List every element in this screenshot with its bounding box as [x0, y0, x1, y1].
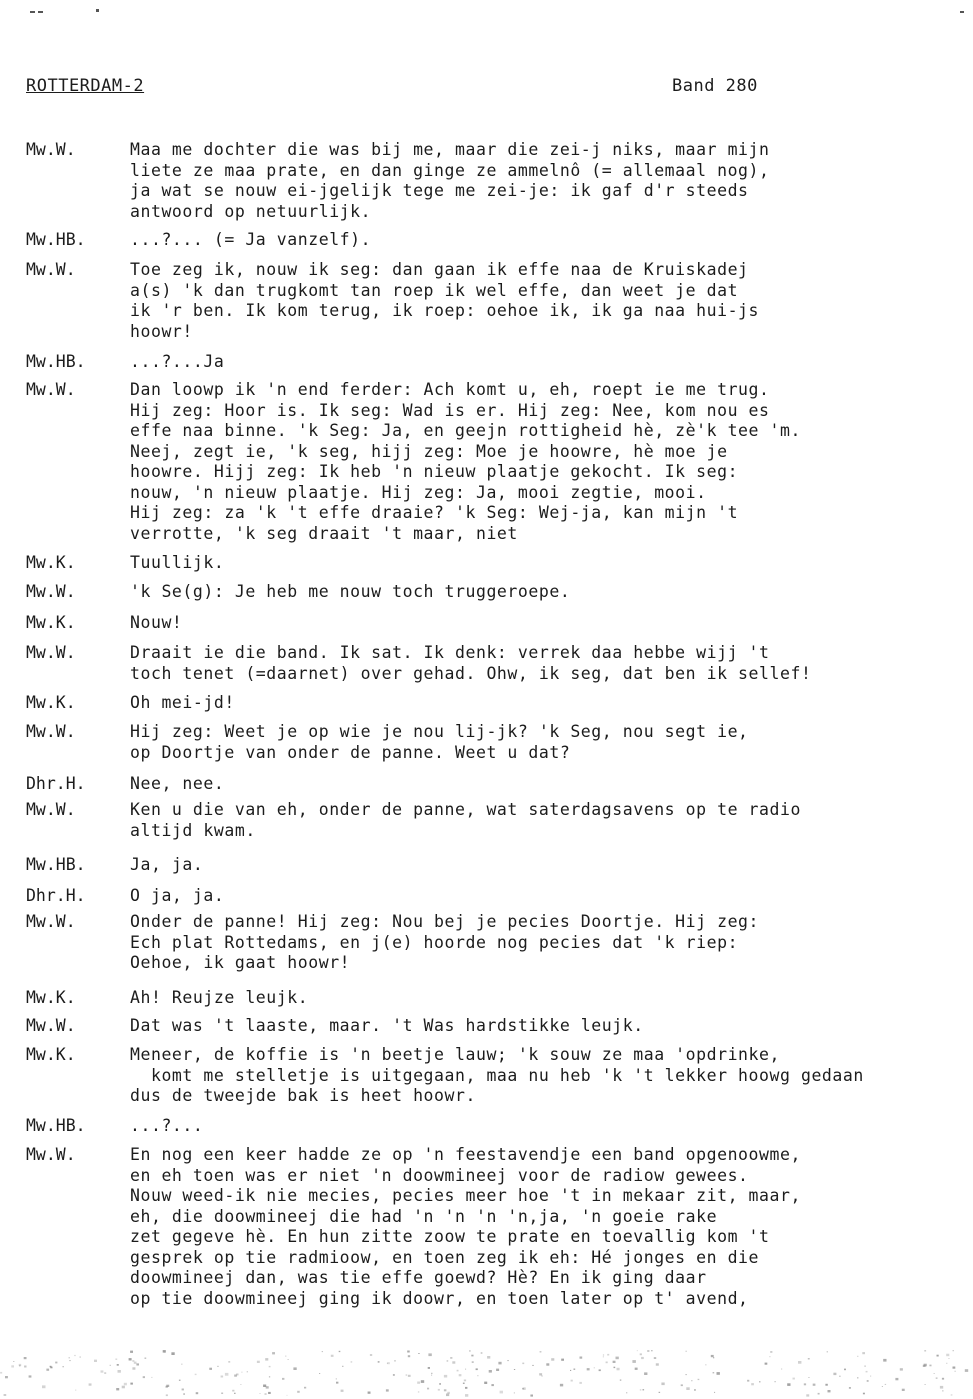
speaker-label: Mw.K.: [26, 553, 76, 572]
utterance-text: 'k Se(g): Je heb me nouw toch truggeroepe.: [130, 582, 571, 601]
utterance-text: ...?...: [130, 1116, 204, 1135]
utterance-text: ...?... (= Ja vanzelf).: [130, 230, 372, 249]
speaker-label: Dhr.H.: [26, 886, 86, 905]
utterance-text: Oh mei-jd!: [130, 693, 235, 712]
speaker-label: Mw.W.: [26, 380, 76, 399]
utterance-text: Tuullijk.: [130, 553, 225, 572]
speaker-label: Mw.K.: [26, 613, 76, 632]
utterance-text: Nee, nee.: [130, 774, 225, 793]
header-tape-number: Band 280: [672, 76, 758, 96]
speaker-label: Mw.W.: [26, 1145, 76, 1164]
speaker-label: Mw.W.: [26, 722, 76, 741]
utterance-text: Dat was 't laaste, maar. 't Was hardstikke leujk.: [130, 1016, 644, 1035]
scan-noise: [0, 1310, 973, 1399]
speaker-label: Mw.W.: [26, 1016, 76, 1035]
utterance-text: Dan loowp ik 'n end ferder: Ach komt u, eh, roept ie me trug. Hij zeg: Hoor is. Ik seg: Wad is er. Hij zeg: Nee, kom nou es effe naa binne. 'k Seg: Ja, en geejn rottigheid hè, zè'k tee 'm. Neej, zegt ie, 'k seg, hijj zeg: Moe je hoowre, hè moe je hoowre. Hijj zeg: Ik heb 'n nieuw plaatje gekocht. Ik seg: nouw, 'n nieuw plaatje. Hij zeg: Ja, mooi zegtie, mooi. Hij zeg: za 'k 't effe draaie? 'k Seg: Wej-ja, kan mijn 't verrotte, 'k seg draait 't maar, niet: [130, 380, 801, 543]
utterance-text: Nouw!: [130, 613, 183, 632]
speaker-label: Mw.W.: [26, 912, 76, 931]
utterance-text: Ah! Reujze leujk.: [130, 988, 309, 1007]
utterance-text: En nog een keer hadde ze op 'n feestavendje een band opgenoowme, en eh toen was er niet 'n doowmineej voor de radiow gewees. Nouw weed-ik nie mecies, pecies meer hoe 't in mekaar zit, maar, eh, die doowmineej die had 'n 'n 'n 'n,ja, 'n goeie rake zet gegeve hè. En hun zitte zoow te prate en toevallig kom 't gesprek op tie radmioow, en toen zeg ik eh: Hé jonges en die doowmineej dan, was tie effe goewd? Hè? En ik ging daar op tie doowmineej ging ik doowr, en toen later op t' avend,: [130, 1145, 801, 1308]
utterance-text: Onder de panne! Hij zeg: Nou bej je pecies Doortje. Hij zeg: Ech plat Rottedams, en j(e) hoorde nog pecies dat 'k riep: Oehoe, ik gaat hoowr!: [130, 912, 760, 972]
speaker-label: Mw.HB.: [26, 855, 86, 874]
speaker-label: Mw.HB.: [26, 352, 86, 371]
speaker-label: Mw.W.: [26, 140, 76, 159]
header-location: ROTTERDAM-2: [26, 76, 145, 96]
speaker-label: Dhr.H.: [26, 774, 86, 793]
scan-edge-marks: [0, 0, 973, 20]
speaker-label: Mw.HB.: [26, 230, 86, 249]
utterance-text: Maa me dochter die was bij me, maar die zei-j niks, maar mijn liete ze maa prate, en dan ginge ze ammelnô (= allemaal nog), ja wat se nouw ei-jgelijk tege me zei-je: ik gaf d'r steeds antwoord op netuurlijk.: [130, 140, 770, 221]
speaker-label: Mw.W.: [26, 582, 76, 601]
utterance-text: Ja, ja.: [130, 855, 204, 874]
utterance-text: ...?...Ja: [130, 352, 225, 371]
speaker-label: Mw.K.: [26, 988, 76, 1007]
utterance-text: Ken u die van eh, onder de panne, wat saterdagsavens op te radio altijd kwam.: [130, 800, 801, 840]
speaker-label: Mw.W.: [26, 260, 76, 279]
utterance-text: Hij zeg: Weet je op wie je nou lij-jk? 'k Seg, nou segt ie, op Doortje van onder de panne. Weet u dat?: [130, 722, 749, 762]
utterance-text: Toe zeg ik, nouw ik seg: dan gaan ik effe naa de Kruiskadej a(s) 'k dan trugkomt tan roep ik wel effe, dan weet je dat ik 'r ben. Ik kom terug, ik roep: oehoe ik, ik ga naa hui-js hoowr!: [130, 260, 760, 341]
utterance-text: Draait ie die band. Ik sat. Ik denk: verrek daa hebbe wijj 't toch tenet (=daarnet) over gehad. Ohw, ik seg, dat ben ik sellef!: [130, 643, 812, 683]
utterance-text: O ja, ja.: [130, 886, 225, 905]
speaker-label: Mw.K.: [26, 1045, 76, 1064]
speaker-label: Mw.K.: [26, 693, 76, 712]
speaker-label: Mw.W.: [26, 800, 76, 819]
speaker-label: Mw.W.: [26, 643, 76, 662]
utterance-text: Meneer, de koffie is 'n beetje lauw; 'k souw ze maa 'opdrinke, komt me stelletje is uitgegaan, maa nu heb 'k 't lekker hoowg gedaan dus de tweejde bak is heet hoowr.: [130, 1045, 864, 1105]
speaker-label: Mw.HB.: [26, 1116, 86, 1135]
